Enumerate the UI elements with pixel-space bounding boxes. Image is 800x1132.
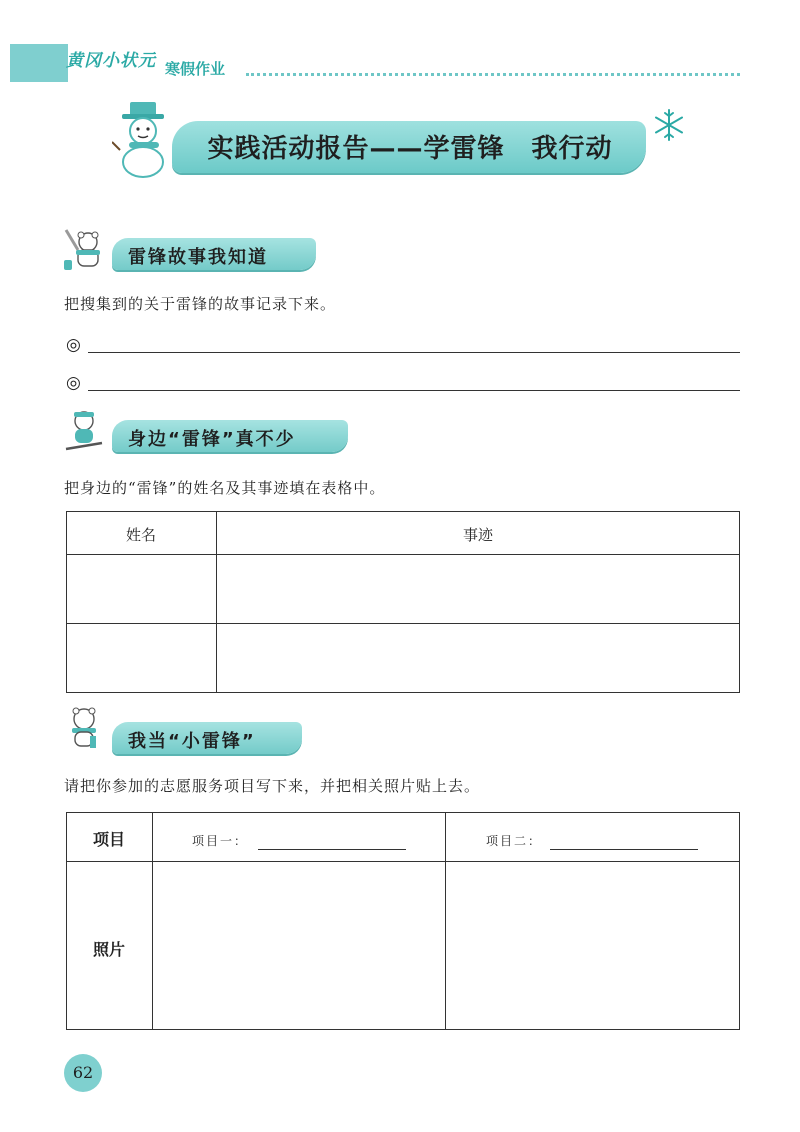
project1-answer-line[interactable]	[258, 849, 406, 850]
table-divider	[445, 812, 446, 1030]
bullet-mark: ◎	[66, 373, 81, 393]
section2-prompt: 把身边的“雷锋”的姓名及其事迹填在表格中。	[64, 479, 386, 497]
row-label-project: 项目	[92, 830, 125, 849]
bear-mascot-icon	[64, 409, 104, 453]
table-header-deeds: 事迹	[462, 526, 493, 544]
snowflake-icon	[652, 108, 686, 142]
table-divider	[66, 623, 740, 624]
bear-mascot-icon	[64, 706, 104, 750]
table-divider	[66, 554, 740, 555]
table-header-name: 姓名	[125, 526, 156, 544]
photo-slot-2[interactable]	[447, 863, 738, 1028]
header-band	[10, 44, 68, 82]
header-title: 寒假作业	[165, 60, 226, 78]
deeds-cell[interactable]	[218, 556, 738, 622]
section-title-leifeng-stories: 雷锋故事我知道	[128, 247, 268, 268]
bear-mascot-icon	[62, 228, 102, 272]
name-cell[interactable]	[68, 556, 214, 622]
project2-answer-line[interactable]	[550, 849, 698, 850]
snowman-icon	[112, 98, 176, 178]
row-label-photo: 照片	[92, 940, 125, 959]
section3-prompt: 请把你参加的志愿服务项目写下来，并把相关照片贴上去。	[64, 777, 481, 795]
table-divider	[66, 861, 740, 862]
page-title: 实践活动报告——学雷锋 我行动	[207, 134, 613, 164]
table-divider	[152, 812, 153, 1030]
project1-label: 项目一：	[192, 834, 249, 848]
photo-slot-1[interactable]	[154, 863, 444, 1028]
name-cell[interactable]	[68, 625, 214, 691]
deeds-cell[interactable]	[218, 625, 738, 691]
bullet-mark: ◎	[66, 335, 81, 355]
project2-label: 项目二：	[486, 834, 543, 848]
section-title-little-leifeng: 我当“小雷锋”	[128, 731, 256, 752]
section-title-leifeng-around: 身边“雷锋”真不少	[128, 429, 296, 450]
page-number: 62	[72, 1063, 94, 1082]
header-dotted-rule	[246, 73, 740, 76]
section1-prompt: 把搜集到的关于雷锋的故事记录下来。	[64, 295, 337, 313]
story-answer-line[interactable]	[88, 352, 740, 353]
story-answer-line[interactable]	[88, 390, 740, 391]
brand-logo: 黄冈小状元	[66, 51, 156, 71]
